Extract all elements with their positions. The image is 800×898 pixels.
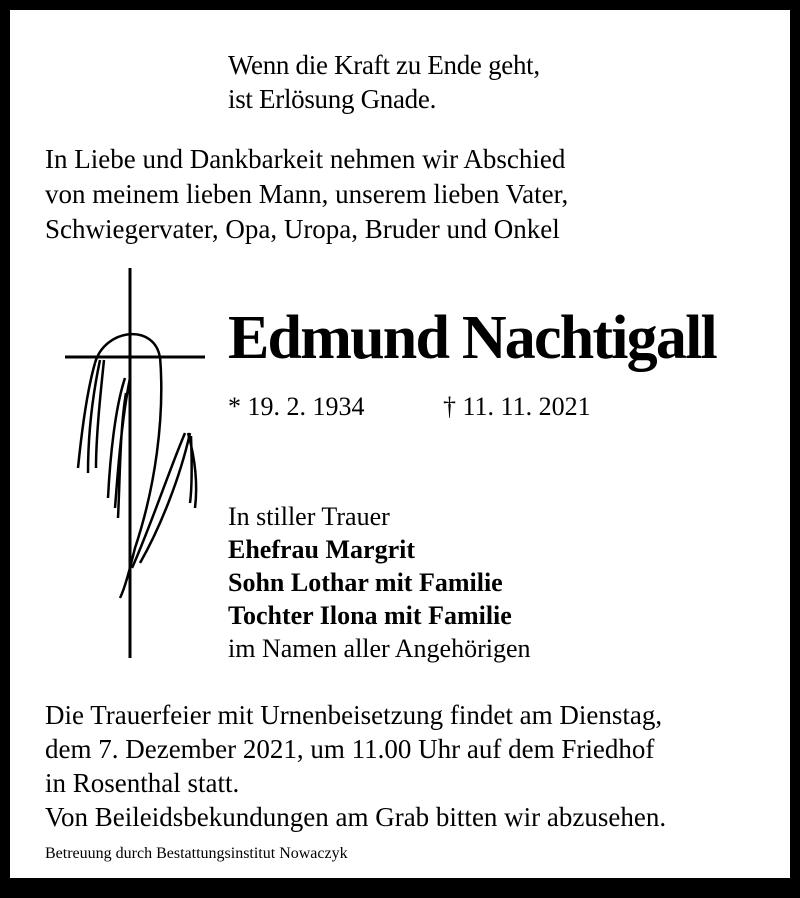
mourner-name: Ehefrau Margrit xyxy=(228,535,416,564)
service-info xyxy=(45,698,666,834)
motto xyxy=(228,48,540,116)
deceased-name: Edmund Nachtigall xyxy=(228,304,716,372)
service-line: in Rosenthal statt. xyxy=(45,768,240,798)
obituary-notice xyxy=(10,10,790,878)
funeral-home-credit: Betreuung durch Bestattungsinstitut Nowaczyk xyxy=(45,845,348,862)
intro-line: In Liebe und Dankbarkeit nehmen wir Abschied xyxy=(45,144,566,174)
mourners xyxy=(228,500,531,665)
motto-line: Wenn die Kraft zu Ende geht, xyxy=(228,50,540,80)
mourner-name: Sohn Lothar mit Familie xyxy=(228,568,503,597)
service-line: dem 7. Dezember 2021, um 11.00 Uhr auf dem Friedhof xyxy=(45,734,655,764)
service-line: Die Trauerfeier mit Urnenbeisetzung findet am Dienstag, xyxy=(45,700,663,730)
cross-with-wheat-icon xyxy=(60,268,220,658)
motto-line: ist Erlösung Gnade. xyxy=(228,84,437,114)
death-date: † 11. 11. 2021 xyxy=(443,392,591,421)
intro-line: Schwiegervater, Opa, Uropa, Bruder und Onkel xyxy=(45,214,560,244)
intro-line: von meinem lieben Mann, unserem lieben Vater, xyxy=(45,179,569,209)
mourner-name: Tochter Ilona mit Familie xyxy=(228,601,512,630)
mourners-closing: im Namen aller Angehörigen xyxy=(228,634,531,663)
intro-text xyxy=(45,142,568,247)
birth-date: * 19. 2. 1934 xyxy=(228,392,365,421)
mourners-heading: In stiller Trauer xyxy=(228,502,390,531)
service-line: Von Beileidsbekundungen am Grab bitten wir abzusehen. xyxy=(45,802,667,832)
